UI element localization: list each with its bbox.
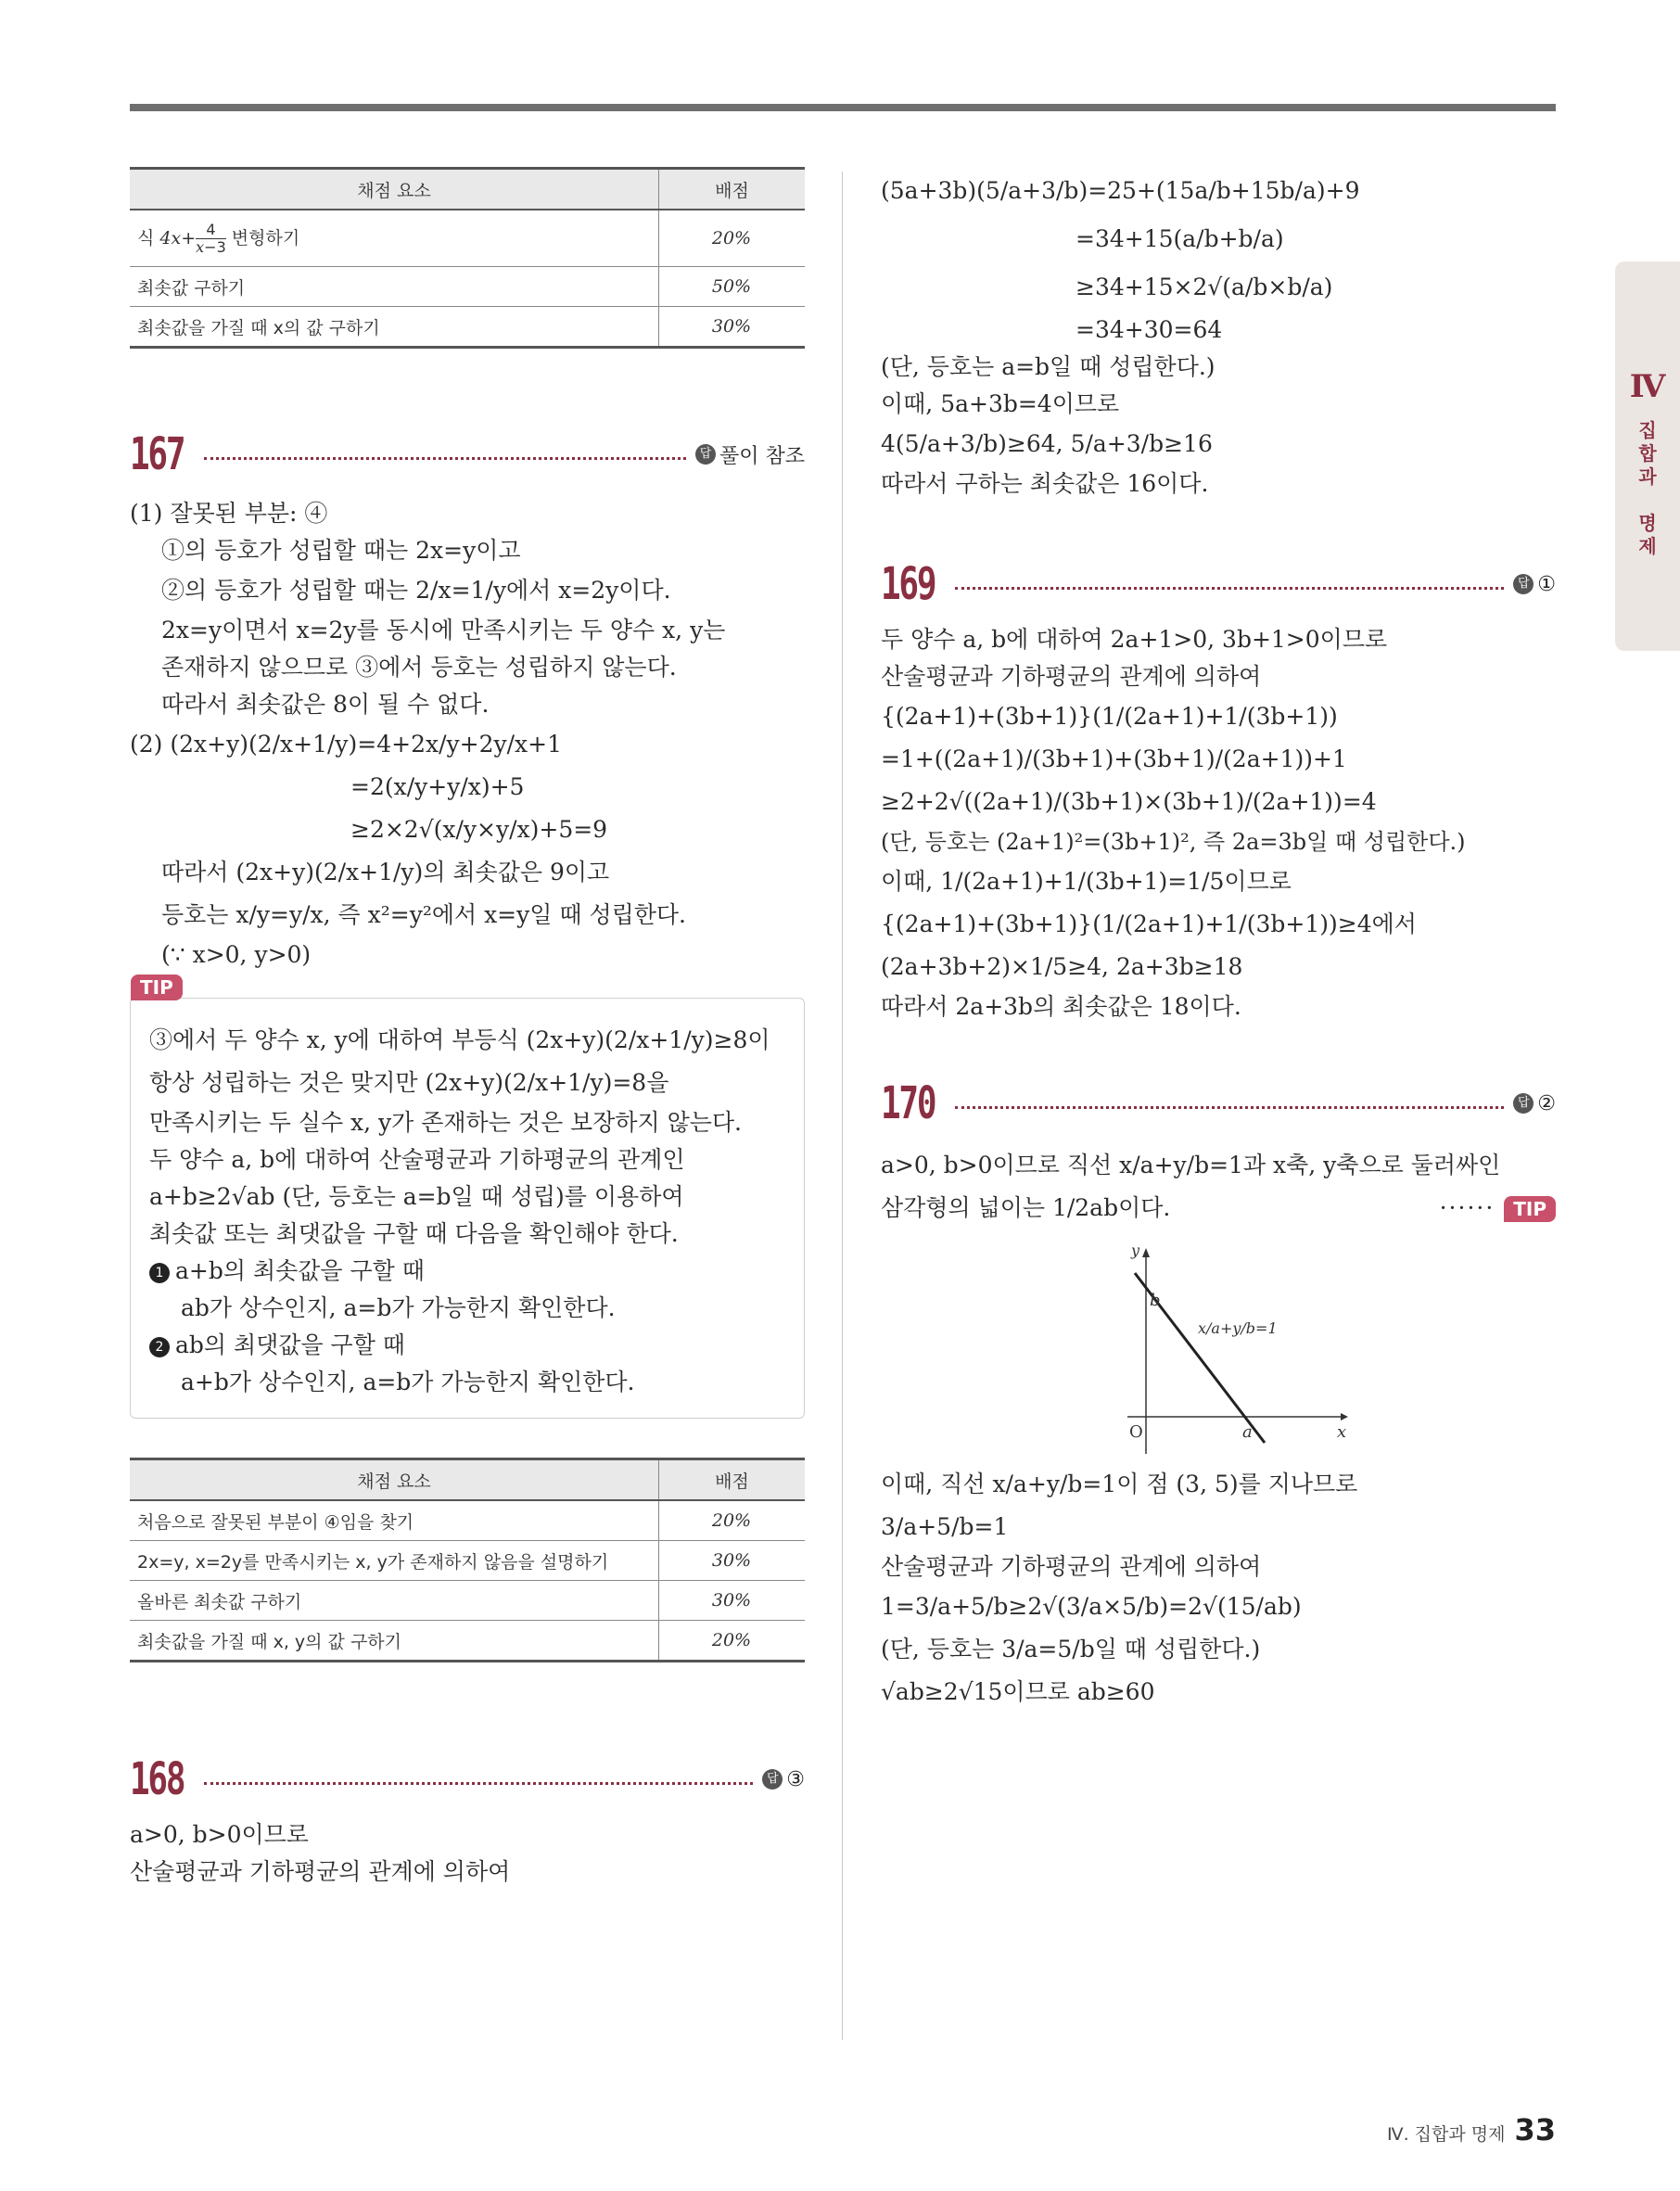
table-cell-item: 최솟값을 가질 때 x의 값 구하기 (130, 307, 659, 348)
tip-line: a+b≥2√ab (단, 등호는 a=b일 때 성립)를 이용하여 (149, 1183, 684, 1210)
table-row (130, 307, 805, 348)
answer-badge-icon: 답 (1513, 574, 1534, 594)
solution-line: 1=3/a+5/b≥2√(3/a×5/b)=2√(15/ab) (881, 1593, 1302, 1620)
y-axis-arrow-icon (1142, 1248, 1150, 1257)
origin-label: O (1129, 1422, 1143, 1442)
table-row (130, 210, 805, 267)
solution-line: (2) (2x+y)(2/x+1/y)=4+2x/y+2y/x+1 (130, 731, 562, 758)
line-equation-label: x/a+y/b=1 (1198, 1319, 1278, 1337)
question-number: 169 (881, 558, 935, 610)
table-header-points: 배점 (659, 169, 806, 210)
solution-line: (5a+3b)(5/a+3/b)=25+(15a/b+15b/a)+9 (881, 177, 1360, 204)
number-two-icon: 2 (149, 1337, 170, 1357)
right-column (881, 167, 1556, 1713)
chapter-side-tab[interactable] (1615, 261, 1680, 651)
dotted-leader (955, 1106, 1504, 1109)
solution-line: {(2a+1)+(3b+1)}(1/(2a+1)+1/(3b+1))≥4에서 (881, 911, 1417, 937)
solution-line: 두 양수 a, b에 대하여 2a+1>0, 3b+1>0이므로 (881, 626, 1388, 653)
top-rule (130, 104, 1556, 111)
answer-label: 답 ① (1513, 573, 1556, 596)
table-cell-points: 20% (659, 210, 806, 267)
tip-line: 항상 성립하는 것은 맞지만 (2x+y)(2/x+1/y)=8을 (149, 1069, 669, 1096)
solution-line: =2(x/y+y/x)+5 (350, 773, 525, 800)
solution-line: 이때, 1/(2a+1)+1/(3b+1)=1/5이므로 (881, 868, 1292, 895)
solution-line: ≥34+15×2√(a/b×b/a) (1075, 274, 1333, 300)
solution-line-with-tip: 삼각형의 넓이는 1/2ab이다. ······ TIP (881, 1187, 1556, 1229)
table-cell-item: 처음으로 잘못된 부분이 ④임을 찾기 (130, 1500, 659, 1541)
solution-line: 이때, 직선 x/a+y/b=1이 점 (3, 5)를 지나므로 (881, 1471, 1358, 1497)
question-169-header (881, 556, 1556, 612)
tip-tag: TIP (131, 974, 183, 1000)
solution-line: =1+((2a+1)/(3b+1)+(3b+1)/(2a+1))+1 (881, 745, 1347, 772)
tip-box (130, 976, 805, 1419)
solution-line: (2a+3b+2)×1/5≥4, 2a+3b≥18 (881, 953, 1243, 980)
table-cell-points: 30% (659, 1581, 806, 1621)
number-one-icon: 1 (149, 1263, 170, 1283)
scoring-table-1 (130, 167, 805, 349)
solution-line: 따라서 구하는 최솟값은 16이다. (881, 470, 1209, 497)
table-cell-points: 20% (659, 1500, 806, 1541)
question-167-header (130, 427, 805, 482)
solution-line: 따라서 최솟값은 8이 될 수 없다. (161, 691, 490, 718)
solution-line: 산술평균과 기하평균의 관계에 의하여 (881, 663, 1262, 690)
table-row (130, 267, 805, 307)
solution-line: =34+15(a/b+b/a) (1075, 225, 1284, 252)
tip-line: 두 양수 a, b에 대하여 산술평균과 기하평균의 관계인 (149, 1146, 685, 1173)
answer-badge-icon: 답 (695, 444, 716, 465)
answer-label: 답 ③ (762, 1768, 805, 1791)
solution-line: 산술평균과 기하평균의 관계에 의하여 (881, 1553, 1262, 1580)
table-cell-points: 30% (659, 307, 806, 348)
solution-line: (단, 등호는 (2a+1)²=(3b+1)², 즉 2a=3b일 때 성립한다.) (881, 829, 1466, 855)
solution-line: 2x=y이면서 x=2y를 동시에 만족시키는 두 양수 x, y는 (161, 617, 726, 643)
table-cell-points: 50% (659, 267, 806, 307)
x-axis-arrow-icon (1341, 1413, 1348, 1420)
question-number: 168 (130, 1753, 185, 1805)
solution-line: 따라서 (2x+y)(2/x+1/y)의 최솟값은 9이고 (161, 859, 610, 885)
solution-line: 3/a+5/b=1 (881, 1513, 1009, 1540)
table-cell-points: 20% (659, 1621, 806, 1662)
chapter-title-vertical: 집 합 과 명 제 (1638, 419, 1657, 557)
tip-bullet-item: 1 a+b의 최솟값을 구할 때 (149, 1253, 785, 1290)
table-cell-item: 2x=y, x=2y를 만족시키는 x, y가 존재하지 않음을 설명하기 (130, 1541, 659, 1581)
table-cell-points: 30% (659, 1541, 806, 1581)
tip-bullet-item: 2 ab의 최댓값을 구할 때 (149, 1327, 785, 1364)
solution-line: 따라서 2a+3b의 최솟값은 18이다. (881, 993, 1241, 1020)
page-number: 33 (1514, 2112, 1556, 2147)
solution-line: 존재하지 않으므로 ③에서 등호는 성립하지 않는다. (161, 654, 677, 681)
tip-line: 만족시키는 두 실수 x, y가 존재하는 것은 보장하지 않는다. (149, 1109, 742, 1136)
table-cell-item: 식 4x+ $\frac{4}{x-3}$ 변형하기 (130, 210, 659, 267)
chapter-roman-numeral: Ⅳ (1629, 368, 1666, 405)
page-footer (1387, 2112, 1556, 2147)
scoring-table-2 (130, 1458, 805, 1662)
table-cell-item: 최솟값 구하기 (130, 267, 659, 307)
table-header-item: 채점 요소 (130, 1459, 659, 1501)
table-cell-item: 올바른 최솟값 구하기 (130, 1581, 659, 1621)
dotted-leader (955, 587, 1504, 590)
solution-line: √ab≥2√15이므로 ab≥60 (881, 1678, 1155, 1705)
solution-line: ≥2×2√(x/y×y/x)+5=9 (350, 816, 608, 843)
tip-line: a+b가 상수인지, a=b가 가능한지 확인한다. (181, 1369, 635, 1395)
table-row (130, 1500, 805, 1541)
solution-line: a>0, b>0이므로 직선 x/a+y/b=1과 x축, y축으로 둘러싸인 (881, 1152, 1501, 1178)
solution-line: (∵ x>0, y>0) (161, 941, 312, 968)
solution-line: 산술평균과 기하평균의 관계에 의하여 (130, 1858, 511, 1885)
x-axis-label: x (1337, 1422, 1347, 1442)
answer-label: 답 ② (1513, 1092, 1556, 1115)
solution-line: (단, 등호는 a=b일 때 성립한다.) (881, 353, 1215, 380)
solution-line: 등호는 x/y=y/x, 즉 x²=y²에서 x=y일 때 성립한다. (161, 901, 686, 928)
tip-tag: TIP (1504, 1196, 1556, 1222)
solution-line: 이때, 5a+3b=4이므로 (881, 390, 1120, 417)
tip-line: 최솟값 또는 최댓값을 구할 때 다음을 확인해야 한다. (149, 1220, 679, 1247)
table-row (130, 1541, 805, 1581)
solution-line: (1) 잘못된 부분: ④ (130, 500, 328, 527)
question-number: 167 (130, 428, 185, 480)
answer-badge-icon: 답 (1513, 1093, 1534, 1114)
answer-badge-icon: 답 (762, 1769, 783, 1790)
solution-line: a>0, b>0이므로 (130, 1821, 309, 1848)
solution-line: {(2a+1)+(3b+1)}(1/(2a+1)+1/(3b+1)) (881, 703, 1338, 730)
solution-line: ①의 등호가 성립할 때는 2x=y이고 (161, 537, 521, 564)
y-intercept-label: b (1150, 1291, 1161, 1310)
table-header-points: 배점 (659, 1459, 806, 1501)
solution-line: =34+30=64 (1075, 316, 1223, 343)
x-intercept-label: a (1242, 1422, 1253, 1442)
question-168-header (130, 1752, 805, 1807)
footer-section-title: Ⅳ. 집합과 명제 (1387, 2124, 1506, 2145)
y-axis-label: y (1131, 1242, 1140, 1259)
solution-line: ≥2+2√((2a+1)/(3b+1)×(3b+1)/(2a+1))=4 (881, 788, 1377, 815)
question-170-header (881, 1076, 1556, 1131)
table-cell-item: 최솟값을 가질 때 x, y의 값 구하기 (130, 1621, 659, 1662)
table-header-item: 채점 요소 (130, 169, 659, 210)
table-row (130, 1621, 805, 1662)
table-row (130, 1581, 805, 1621)
tip-line: ab가 상수인지, a=b가 가능한지 확인한다. (181, 1294, 616, 1321)
solution-line: ②의 등호가 성립할 때는 2/x=1/y에서 x=2y이다. (161, 577, 671, 604)
dotted-leader (204, 457, 686, 460)
question-number: 170 (881, 1077, 935, 1129)
line-graph (1109, 1241, 1350, 1454)
tip-line: ③에서 두 양수 x, y에 대하여 부등식 (2x+y)(2/x+1/y)≥8이 (149, 1026, 770, 1053)
dotted-leader (204, 1782, 753, 1785)
solution-line: 4(5/a+3/b)≥64, 5/a+3/b≥16 (881, 430, 1213, 457)
answer-label: 답 풀이 참조 (695, 440, 805, 469)
left-column (130, 167, 805, 1891)
solution-line: (단, 등호는 3/a=5/b일 때 성립한다.) (881, 1636, 1261, 1662)
column-divider (842, 172, 843, 2040)
